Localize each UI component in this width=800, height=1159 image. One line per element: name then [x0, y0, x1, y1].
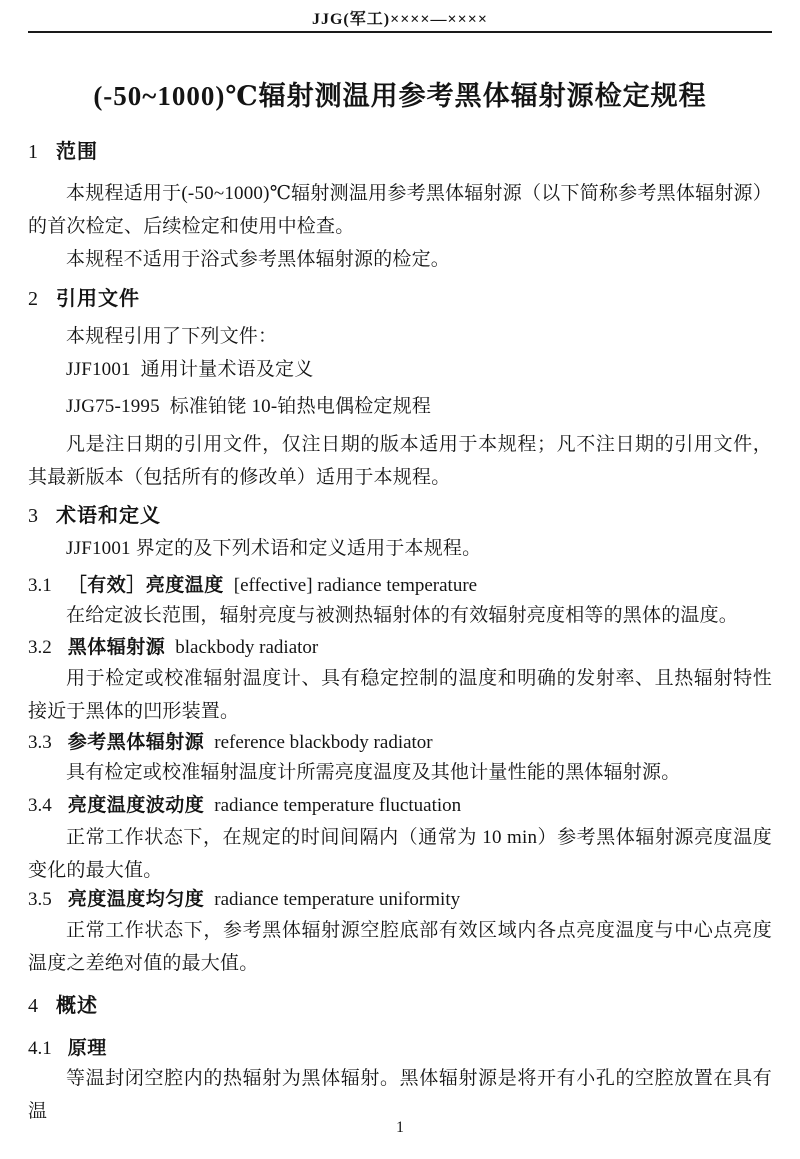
subsection-title: 原理: [67, 1038, 107, 1059]
term-name-en: radiance temperature uniformity: [214, 889, 461, 910]
reference-item-jjg75: JJG75-1995 标准铂铑 10-铂热电偶检定规程: [66, 396, 432, 417]
section-title: 概述: [56, 995, 98, 1017]
term-name-zh: 参考黑体辐射源: [67, 732, 205, 753]
section-title: 引用文件: [56, 288, 140, 310]
term-definition-3-2: 用于检定或校准辐射温度计、具有稳定控制的温度和明确的发射率、且热辐射特性接近于黑体的凹形装置。: [28, 668, 772, 722]
term-heading-3-5: [28, 887, 772, 913]
term-number: 3.3: [28, 732, 52, 753]
term-name-en: [effective] radiance temperature: [233, 575, 478, 596]
section-number: 4: [28, 995, 38, 1017]
term-number: 3.5: [28, 889, 52, 910]
term-name-en: radiance temperature fluctuation: [214, 795, 462, 816]
section-heading-2: [28, 286, 772, 312]
paragraph-principle: 等温封闭空腔内的热辐射为黑体辐射。黑体辐射源是将开有小孔的空腔放置在具有温: [28, 1068, 772, 1122]
term-heading-3-3: [28, 730, 772, 756]
term-number: 3.4: [28, 795, 52, 816]
term-name-zh: ［有效］亮度温度: [67, 575, 224, 596]
paragraph-terms-intro: JJF1001 界定的及下列术语和定义适用于本规程。: [66, 538, 482, 559]
term-name-zh: 亮度温度均匀度: [67, 889, 205, 910]
paragraph-references-intro: 本规程引用了下列文件：: [66, 326, 278, 347]
section-number: 1: [28, 141, 38, 163]
document-title: (-50~1000)℃辐射测温用参考黑体辐射源检定规程: [93, 81, 707, 111]
page-number: 1: [396, 1119, 404, 1136]
paragraph-references-note: 凡是注日期的引用文件，仅注日期的版本适用于本规程；凡不注日期的引用文件，其最新版本（包括所有的修改单）适用于本规程。: [28, 434, 772, 488]
term-definition-3-4: 正常工作状态下，在规定的时间间隔内（通常为 10 min）参考黑体辐射源亮度温度变化的最大值。: [28, 827, 772, 881]
document-code-header: JJG(军工)××××—××××: [311, 11, 489, 28]
section-heading-3: [28, 503, 772, 529]
section-number: 2: [28, 288, 38, 310]
section-number: 3: [28, 505, 38, 527]
paragraph-scope-1: 本规程适用于(-50~1000)℃辐射测温用参考黑体辐射源（以下简称参考黑体辐射源）的首次检定、后续检定和使用中检查。: [28, 183, 772, 237]
term-number: 3.2: [28, 637, 52, 658]
section-heading-1: [28, 139, 772, 165]
term-definition-3-5: 正常工作状态下，参考黑体辐射源空腔底部有效区域内各点亮度温度与中心点亮度温度之差绝对值的最大值。: [28, 920, 772, 974]
term-name-zh: 黑体辐射源: [67, 637, 166, 658]
section-heading-4: [28, 993, 772, 1019]
term-heading-3-2: [28, 635, 772, 661]
header-rule: [28, 31, 772, 33]
term-number: 3.1: [28, 575, 52, 596]
section-title: 术语和定义: [56, 505, 161, 527]
subsection-heading-4-1: [28, 1036, 772, 1062]
term-heading-3-1: [28, 573, 772, 599]
term-definition-3-3: 具有检定或校准辐射温度计所需亮度温度及其他计量性能的黑体辐射源。: [66, 762, 681, 783]
term-heading-3-4: [28, 793, 772, 819]
term-name-zh: 亮度温度波动度: [67, 795, 205, 816]
subsection-number: 4.1: [28, 1038, 52, 1059]
paragraph-scope-2: 本规程不适用于浴式参考黑体辐射源的检定。: [66, 249, 451, 270]
reference-item-jjf1001: JJF1001 通用计量术语及定义: [66, 359, 314, 380]
term-name-en: reference blackbody radiator: [214, 732, 433, 753]
term-name-en: blackbody radiator: [175, 637, 319, 658]
section-title: 范围: [56, 141, 98, 163]
term-definition-3-1: 在给定波长范围，辐射亮度与被测热辐射体的有效辐射亮度相等的黑体的温度。: [66, 605, 739, 626]
